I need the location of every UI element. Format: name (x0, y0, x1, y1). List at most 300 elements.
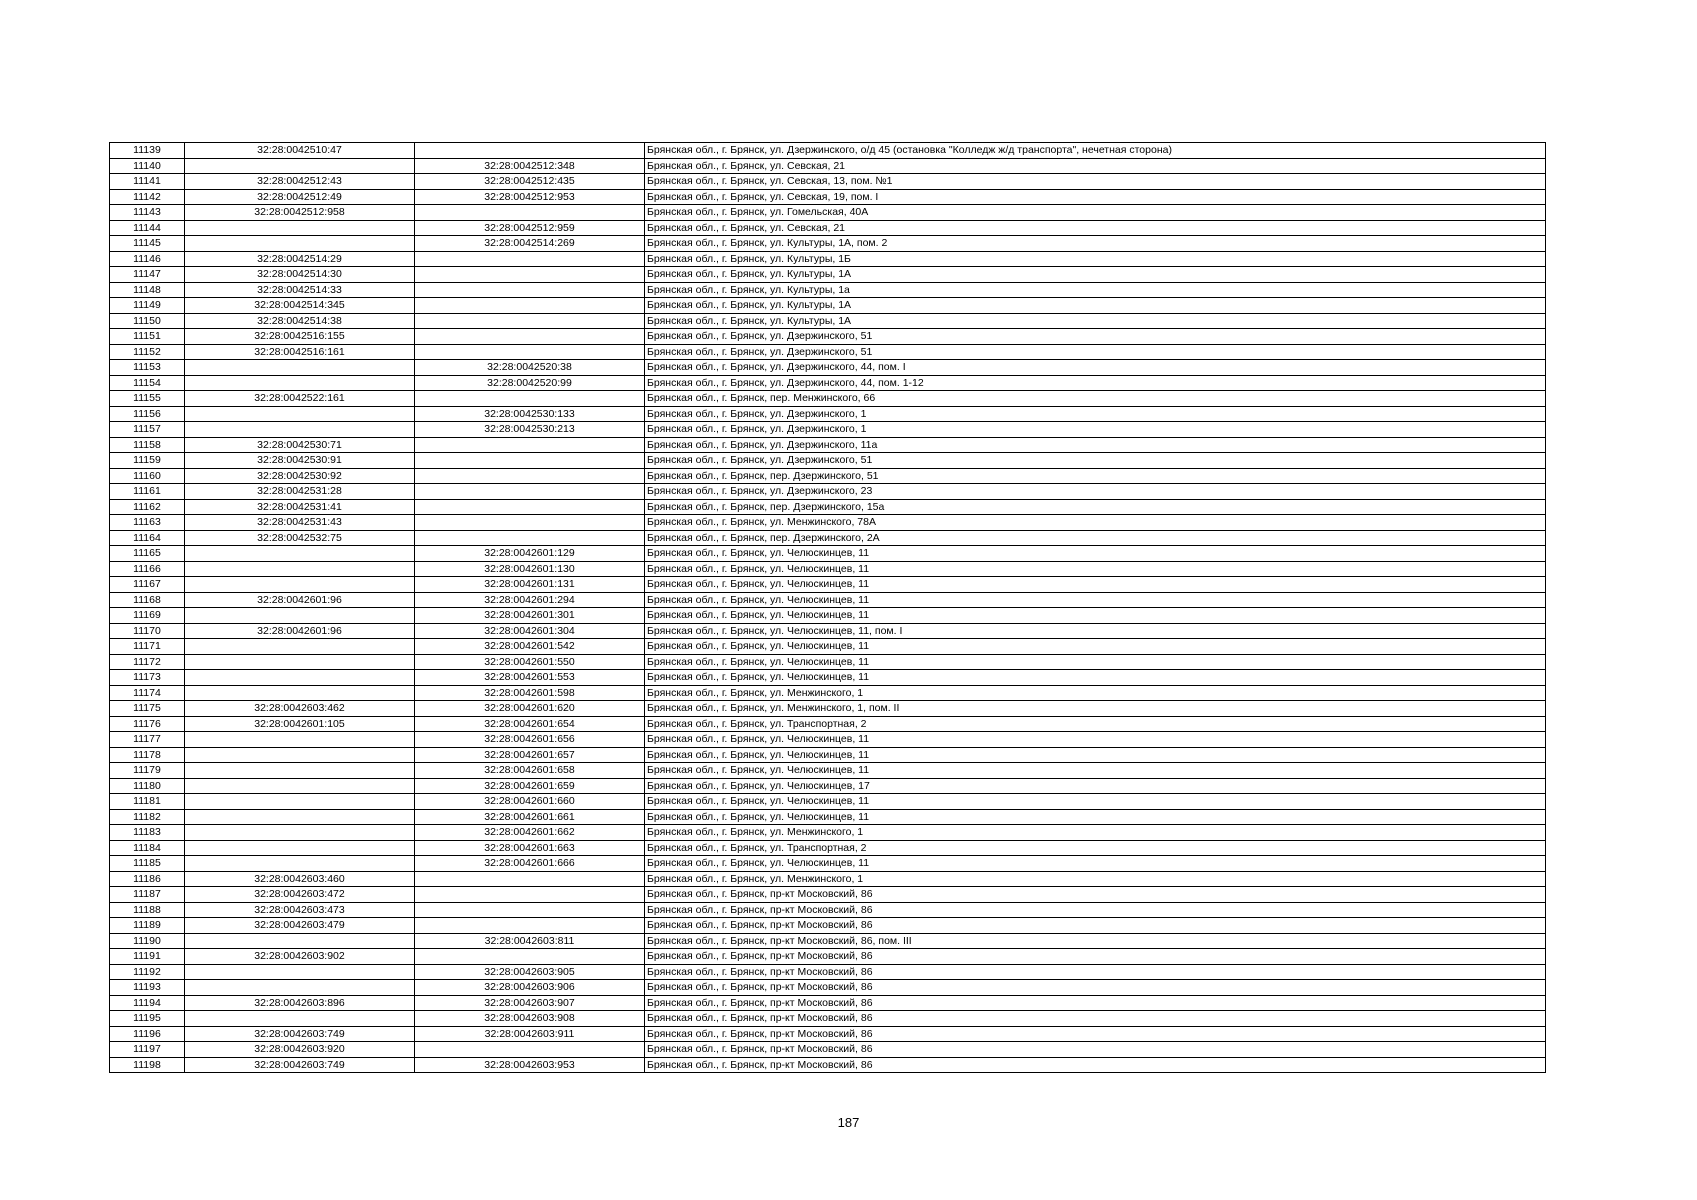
cadastral-number-a (185, 1011, 415, 1027)
cadastral-number-b: 32:28:0042512:348 (415, 158, 645, 174)
cadastral-number-b: 32:28:0042520:38 (415, 360, 645, 376)
table-row (110, 344, 1546, 360)
cadastral-number-b: 32:28:0042601:301 (415, 608, 645, 624)
table-row (110, 577, 1546, 593)
cadastral-number-b (415, 267, 645, 283)
cadastral-number-b (415, 282, 645, 298)
cadastral-number-a (185, 375, 415, 391)
cadastral-number-a (185, 732, 415, 748)
row-number: 11186 (110, 871, 185, 887)
cadastral-number-a: 32:28:0042603:479 (185, 918, 415, 934)
address: Брянская обл., г. Брянск, ул. Челюскинцев, 11 (645, 794, 1546, 810)
cadastral-number-b: 32:28:0042530:133 (415, 406, 645, 422)
table-row (110, 716, 1546, 732)
cadastral-number-a: 32:28:0042512:49 (185, 189, 415, 205)
address: Брянская обл., г. Брянск, ул. Дзержинского, 51 (645, 453, 1546, 469)
row-number: 11143 (110, 205, 185, 221)
table-row (110, 980, 1546, 996)
table-row (110, 360, 1546, 376)
address: Брянская обл., г. Брянск, пр-кт Московский, 86 (645, 1057, 1546, 1073)
table-row (110, 809, 1546, 825)
cadastral-number-a: 32:28:0042510:47 (185, 143, 415, 159)
table-row (110, 778, 1546, 794)
address: Брянская обл., г. Брянск, пр-кт Московский, 86 (645, 1042, 1546, 1058)
table-row (110, 623, 1546, 639)
cadastral-number-a: 32:28:0042531:43 (185, 515, 415, 531)
address: Брянская обл., г. Брянск, ул. Челюскинцев, 11 (645, 546, 1546, 562)
table-row (110, 1011, 1546, 1027)
cadastral-number-b (415, 468, 645, 484)
cadastral-number-a (185, 236, 415, 252)
cadastral-number-a: 32:28:0042603:472 (185, 887, 415, 903)
row-number: 11149 (110, 298, 185, 314)
table-row (110, 468, 1546, 484)
table-row (110, 220, 1546, 236)
cadastral-number-b (415, 902, 645, 918)
address: Брянская обл., г. Брянск, ул. Челюскинцев, 11 (645, 592, 1546, 608)
table-row (110, 391, 1546, 407)
row-number: 11172 (110, 654, 185, 670)
cadastral-number-b: 32:28:0042514:269 (415, 236, 645, 252)
cadastral-number-b: 32:28:0042530:213 (415, 422, 645, 438)
address: Брянская обл., г. Брянск, ул. Культуры, 1А, пом. 2 (645, 236, 1546, 252)
table-row (110, 546, 1546, 562)
table-body (110, 143, 1546, 1073)
table-row (110, 763, 1546, 779)
cadastral-number-b (415, 437, 645, 453)
cadastral-number-a: 32:28:0042601:105 (185, 716, 415, 732)
row-number: 11171 (110, 639, 185, 655)
table-row (110, 794, 1546, 810)
cadastral-number-a (185, 933, 415, 949)
row-number: 11194 (110, 995, 185, 1011)
cadastral-number-a (185, 577, 415, 593)
row-number: 11145 (110, 236, 185, 252)
address: Брянская обл., г. Брянск, пр-кт Московский, 86 (645, 995, 1546, 1011)
cadastral-number-a: 32:28:0042516:155 (185, 329, 415, 345)
row-number: 11173 (110, 670, 185, 686)
cadastral-number-b (415, 453, 645, 469)
address: Брянская обл., г. Брянск, ул. Дзержинского, 44, пом. I (645, 360, 1546, 376)
row-number: 11184 (110, 840, 185, 856)
address: Брянская обл., г. Брянск, ул. Челюскинцев, 11 (645, 670, 1546, 686)
cadastral-number-a: 32:28:0042512:958 (185, 205, 415, 221)
cadastral-number-a: 32:28:0042514:29 (185, 251, 415, 267)
cadastral-number-b: 32:28:0042603:911 (415, 1026, 645, 1042)
address: Брянская обл., г. Брянск, ул. Челюскинцев, 11 (645, 747, 1546, 763)
table-row (110, 608, 1546, 624)
address: Брянская обл., г. Брянск, ул. Культуры, 1А (645, 298, 1546, 314)
row-number: 11164 (110, 530, 185, 546)
cadastral-number-b: 32:28:0042601:542 (415, 639, 645, 655)
row-number: 11187 (110, 887, 185, 903)
cadastral-number-a: 32:28:0042532:75 (185, 530, 415, 546)
address: Брянская обл., г. Брянск, ул. Культуры, 1Б (645, 251, 1546, 267)
row-number: 11141 (110, 174, 185, 190)
table-row (110, 1057, 1546, 1073)
address: Брянская обл., г. Брянск, ул. Челюскинцев, 11 (645, 763, 1546, 779)
row-number: 11178 (110, 747, 185, 763)
cadastral-number-b (415, 949, 645, 965)
row-number: 11192 (110, 964, 185, 980)
table-row (110, 1042, 1546, 1058)
address: Брянская обл., г. Брянск, ул. Дзержинского, 11а (645, 437, 1546, 453)
cadastral-number-b: 32:28:0042601:598 (415, 685, 645, 701)
cadastral-number-a (185, 670, 415, 686)
row-number: 11166 (110, 561, 185, 577)
cadastral-number-a (185, 980, 415, 996)
row-number: 11176 (110, 716, 185, 732)
cadastral-number-b: 32:28:0042603:811 (415, 933, 645, 949)
row-number: 11195 (110, 1011, 185, 1027)
address: Брянская обл., г. Брянск, ул. Менжинского, 78А (645, 515, 1546, 531)
cadastral-number-a: 32:28:0042603:902 (185, 949, 415, 965)
table-row (110, 964, 1546, 980)
row-number: 11175 (110, 701, 185, 717)
cadastral-number-a: 32:28:0042514:33 (185, 282, 415, 298)
address: Брянская обл., г. Брянск, ул. Дзержинского, о/д 45 (остановка "Колледж ж/д транспорта", нечетная сторона) (645, 143, 1546, 159)
table-row (110, 685, 1546, 701)
table-row (110, 933, 1546, 949)
cadastral-number-a: 32:28:0042530:71 (185, 437, 415, 453)
cadastral-number-b: 32:28:0042601:662 (415, 825, 645, 841)
address: Брянская обл., г. Брянск, ул. Менжинского, 1 (645, 871, 1546, 887)
cadastral-number-b: 32:28:0042601:294 (415, 592, 645, 608)
row-number: 11170 (110, 623, 185, 639)
cadastral-number-b: 32:28:0042601:666 (415, 856, 645, 872)
address: Брянская обл., г. Брянск, пер. Менжинского, 66 (645, 391, 1546, 407)
address: Брянская обл., г. Брянск, пр-кт Московский, 86, пом. III (645, 933, 1546, 949)
row-number: 11156 (110, 406, 185, 422)
address: Брянская обл., г. Брянск, ул. Челюскинцев, 11 (645, 809, 1546, 825)
address: Брянская обл., г. Брянск, ул. Культуры, 1А (645, 267, 1546, 283)
row-number: 11155 (110, 391, 185, 407)
address: Брянская обл., г. Брянск, ул. Челюскинцев, 11 (645, 577, 1546, 593)
cadastral-number-a: 32:28:0042531:28 (185, 484, 415, 500)
cadastral-number-b (415, 530, 645, 546)
row-number: 11189 (110, 918, 185, 934)
address: Брянская обл., г. Брянск, ул. Культуры, 1а (645, 282, 1546, 298)
table-row (110, 840, 1546, 856)
table-row (110, 298, 1546, 314)
cadastral-number-a: 32:28:0042601:96 (185, 592, 415, 608)
address: Брянская обл., г. Брянск, пер. Дзержинского, 51 (645, 468, 1546, 484)
cadastral-number-b (415, 1042, 645, 1058)
row-number: 11152 (110, 344, 185, 360)
address: Брянская обл., г. Брянск, ул. Менжинского, 1 (645, 685, 1546, 701)
cadastral-number-a (185, 360, 415, 376)
table-row (110, 158, 1546, 174)
table-row (110, 747, 1546, 763)
address: Брянская обл., г. Брянск, ул. Дзержинского, 23 (645, 484, 1546, 500)
table-row (110, 949, 1546, 965)
cadastral-number-a (185, 685, 415, 701)
cadastral-number-b: 32:28:0042520:99 (415, 375, 645, 391)
cadastral-number-a: 32:28:0042603:462 (185, 701, 415, 717)
cadastral-number-b: 32:28:0042603:908 (415, 1011, 645, 1027)
table-row (110, 995, 1546, 1011)
row-number: 11157 (110, 422, 185, 438)
cadastral-number-a: 32:28:0042522:161 (185, 391, 415, 407)
cadastral-number-b: 32:28:0042603:907 (415, 995, 645, 1011)
row-number: 11185 (110, 856, 185, 872)
cadastral-number-a (185, 639, 415, 655)
address: Брянская обл., г. Брянск, пр-кт Московский, 86 (645, 1026, 1546, 1042)
row-number: 11181 (110, 794, 185, 810)
cadastral-number-b (415, 515, 645, 531)
table-row (110, 871, 1546, 887)
table-row (110, 453, 1546, 469)
table-row (110, 329, 1546, 345)
cadastral-number-a (185, 654, 415, 670)
row-number: 11146 (110, 251, 185, 267)
address: Брянская обл., г. Брянск, ул. Дзержинского, 1 (645, 406, 1546, 422)
address: Брянская обл., г. Брянск, ул. Севская, 13, пом. №1 (645, 174, 1546, 190)
cadastral-number-b: 32:28:0042601:304 (415, 623, 645, 639)
cadastral-number-b: 32:28:0042601:553 (415, 670, 645, 686)
cadastral-number-a (185, 964, 415, 980)
table-row (110, 856, 1546, 872)
table-row (110, 639, 1546, 655)
cadastral-number-a (185, 422, 415, 438)
row-number: 11183 (110, 825, 185, 841)
cadastral-number-b (415, 313, 645, 329)
table-row (110, 825, 1546, 841)
cadastral-number-a (185, 778, 415, 794)
cadastral-number-b: 32:28:0042603:906 (415, 980, 645, 996)
table-row (110, 654, 1546, 670)
table-row (110, 189, 1546, 205)
cadastral-number-a: 32:28:0042603:920 (185, 1042, 415, 1058)
row-number: 11190 (110, 933, 185, 949)
cadastral-number-a (185, 546, 415, 562)
cadastral-number-a (185, 747, 415, 763)
cadastral-number-b (415, 484, 645, 500)
cadastral-number-b: 32:28:0042512:959 (415, 220, 645, 236)
row-number: 11140 (110, 158, 185, 174)
cadastral-number-a (185, 794, 415, 810)
row-number: 11198 (110, 1057, 185, 1073)
cadastral-number-a (185, 840, 415, 856)
row-number: 11139 (110, 143, 185, 159)
table-row (110, 670, 1546, 686)
cadastral-number-b: 32:28:0042601:657 (415, 747, 645, 763)
page-number: 187 (837, 1115, 860, 1130)
address: Брянская обл., г. Брянск, ул. Челюскинцев, 11 (645, 608, 1546, 624)
row-number: 11167 (110, 577, 185, 593)
row-number: 11197 (110, 1042, 185, 1058)
cadastral-number-a (185, 825, 415, 841)
table-row (110, 732, 1546, 748)
address: Брянская обл., г. Брянск, ул. Челюскинцев, 11, пом. I (645, 623, 1546, 639)
row-number: 11165 (110, 546, 185, 562)
cadastral-number-b: 32:28:0042512:435 (415, 174, 645, 190)
cadastral-number-a (185, 809, 415, 825)
row-number: 11153 (110, 360, 185, 376)
address: Брянская обл., г. Брянск, ул. Севская, 19, пом. I (645, 189, 1546, 205)
cadastral-number-a (185, 608, 415, 624)
cadastral-table (109, 142, 1546, 1073)
cadastral-number-b: 32:28:0042603:905 (415, 964, 645, 980)
cadastral-number-a: 32:28:0042512:43 (185, 174, 415, 190)
cadastral-number-b (415, 251, 645, 267)
row-number: 11144 (110, 220, 185, 236)
cadastral-number-b: 32:28:0042601:130 (415, 561, 645, 577)
cadastral-number-a: 32:28:0042603:473 (185, 902, 415, 918)
address: Брянская обл., г. Брянск, ул. Менжинского, 1 (645, 825, 1546, 841)
row-number: 11196 (110, 1026, 185, 1042)
cadastral-number-b: 32:28:0042603:953 (415, 1057, 645, 1073)
cadastral-number-a (185, 406, 415, 422)
table-row (110, 267, 1546, 283)
table-row (110, 902, 1546, 918)
table-row (110, 592, 1546, 608)
cadastral-number-b: 32:28:0042601:658 (415, 763, 645, 779)
table-row (110, 887, 1546, 903)
address: Брянская обл., г. Брянск, ул. Дзержинского, 1 (645, 422, 1546, 438)
row-number: 11161 (110, 484, 185, 500)
row-number: 11174 (110, 685, 185, 701)
table-row (110, 143, 1546, 159)
cadastral-number-a: 32:28:0042603:749 (185, 1026, 415, 1042)
address: Брянская обл., г. Брянск, ул. Культуры, 1А (645, 313, 1546, 329)
address: Брянская обл., г. Брянск, ул. Челюскинцев, 11 (645, 561, 1546, 577)
cadastral-number-b: 32:28:0042601:663 (415, 840, 645, 856)
row-number: 11177 (110, 732, 185, 748)
address: Брянская обл., г. Брянск, ул. Челюскинцев, 11 (645, 639, 1546, 655)
address: Брянская обл., г. Брянск, ул. Транспортная, 2 (645, 716, 1546, 732)
table-row (110, 437, 1546, 453)
row-number: 11162 (110, 499, 185, 515)
table-row (110, 918, 1546, 934)
address: Брянская обл., г. Брянск, пр-кт Московский, 86 (645, 918, 1546, 934)
table-row (110, 422, 1546, 438)
row-number: 11188 (110, 902, 185, 918)
cadastral-number-b (415, 918, 645, 934)
table-row (110, 515, 1546, 531)
cadastral-number-b (415, 499, 645, 515)
address: Брянская обл., г. Брянск, пр-кт Московский, 86 (645, 949, 1546, 965)
cadastral-number-a: 32:28:0042603:749 (185, 1057, 415, 1073)
cadastral-number-b: 32:28:0042601:131 (415, 577, 645, 593)
cadastral-number-b: 32:28:0042601:660 (415, 794, 645, 810)
address: Брянская обл., г. Брянск, ул. Транспортная, 2 (645, 840, 1546, 856)
table-row (110, 1026, 1546, 1042)
address: Брянская обл., г. Брянск, пр-кт Московский, 86 (645, 980, 1546, 996)
cadastral-number-b: 32:28:0042512:953 (415, 189, 645, 205)
table-row (110, 251, 1546, 267)
cadastral-number-b: 32:28:0042601:550 (415, 654, 645, 670)
cadastral-number-b (415, 205, 645, 221)
row-number: 11158 (110, 437, 185, 453)
table-row (110, 236, 1546, 252)
cadastral-number-b: 32:28:0042601:659 (415, 778, 645, 794)
row-number: 11179 (110, 763, 185, 779)
cadastral-number-a (185, 856, 415, 872)
row-number: 11182 (110, 809, 185, 825)
row-number: 11193 (110, 980, 185, 996)
cadastral-number-b (415, 143, 645, 159)
address: Брянская обл., г. Брянск, пр-кт Московский, 86 (645, 1011, 1546, 1027)
row-number: 11169 (110, 608, 185, 624)
address: Брянская обл., г. Брянск, пр-кт Московский, 86 (645, 902, 1546, 918)
cadastral-number-b (415, 391, 645, 407)
row-number: 11148 (110, 282, 185, 298)
cadastral-number-b (415, 871, 645, 887)
address: Брянская обл., г. Брянск, ул. Менжинского, 1, пом. II (645, 701, 1546, 717)
address: Брянская обл., г. Брянск, ул. Челюскинцев, 11 (645, 856, 1546, 872)
row-number: 11191 (110, 949, 185, 965)
address: Брянская обл., г. Брянск, ул. Дзержинского, 51 (645, 344, 1546, 360)
cadastral-number-b: 32:28:0042601:620 (415, 701, 645, 717)
table-row (110, 561, 1546, 577)
table-row (110, 205, 1546, 221)
address: Брянская обл., г. Брянск, ул. Челюскинцев, 17 (645, 778, 1546, 794)
table-row (110, 174, 1546, 190)
row-number: 11150 (110, 313, 185, 329)
row-number: 11154 (110, 375, 185, 391)
address: Брянская обл., г. Брянск, ул. Севская, 21 (645, 158, 1546, 174)
cadastral-number-a (185, 158, 415, 174)
cadastral-number-a: 32:28:0042530:92 (185, 468, 415, 484)
address: Брянская обл., г. Брянск, пр-кт Московский, 86 (645, 887, 1546, 903)
cadastral-number-a: 32:28:0042531:41 (185, 499, 415, 515)
address: Брянская обл., г. Брянск, пр-кт Московский, 86 (645, 964, 1546, 980)
cadastral-number-a: 32:28:0042514:345 (185, 298, 415, 314)
cadastral-number-a: 32:28:0042530:91 (185, 453, 415, 469)
cadastral-number-b (415, 329, 645, 345)
table-row (110, 484, 1546, 500)
table-row (110, 701, 1546, 717)
cadastral-number-b (415, 344, 645, 360)
row-number: 11147 (110, 267, 185, 283)
address: Брянская обл., г. Брянск, ул. Челюскинцев, 11 (645, 732, 1546, 748)
cadastral-number-a (185, 763, 415, 779)
row-number: 11168 (110, 592, 185, 608)
row-number: 11159 (110, 453, 185, 469)
table-row (110, 530, 1546, 546)
address: Брянская обл., г. Брянск, ул. Челюскинцев, 11 (645, 654, 1546, 670)
row-number: 11151 (110, 329, 185, 345)
cadastral-number-a (185, 220, 415, 236)
row-number: 11163 (110, 515, 185, 531)
row-number: 11142 (110, 189, 185, 205)
address: Брянская обл., г. Брянск, ул. Гомельская, 40А (645, 205, 1546, 221)
cadastral-number-a (185, 561, 415, 577)
cadastral-number-b (415, 887, 645, 903)
address: Брянская обл., г. Брянск, ул. Дзержинского, 44, пом. 1-12 (645, 375, 1546, 391)
cadastral-number-a: 32:28:0042603:460 (185, 871, 415, 887)
table-row (110, 499, 1546, 515)
cadastral-number-a: 32:28:0042514:30 (185, 267, 415, 283)
table-row (110, 375, 1546, 391)
address: Брянская обл., г. Брянск, ул. Дзержинского, 51 (645, 329, 1546, 345)
address: Брянская обл., г. Брянск, пер. Дзержинского, 2А (645, 530, 1546, 546)
table-row (110, 313, 1546, 329)
cadastral-number-b: 32:28:0042601:129 (415, 546, 645, 562)
cadastral-number-a: 32:28:0042516:161 (185, 344, 415, 360)
row-number: 11160 (110, 468, 185, 484)
cadastral-number-a: 32:28:0042514:38 (185, 313, 415, 329)
table-row (110, 406, 1546, 422)
address: Брянская обл., г. Брянск, ул. Севская, 21 (645, 220, 1546, 236)
cadastral-number-b (415, 298, 645, 314)
cadastral-number-b: 32:28:0042601:654 (415, 716, 645, 732)
row-number: 11180 (110, 778, 185, 794)
cadastral-number-b: 32:28:0042601:656 (415, 732, 645, 748)
cadastral-number-a: 32:28:0042601:96 (185, 623, 415, 639)
cadastral-number-b: 32:28:0042601:661 (415, 809, 645, 825)
